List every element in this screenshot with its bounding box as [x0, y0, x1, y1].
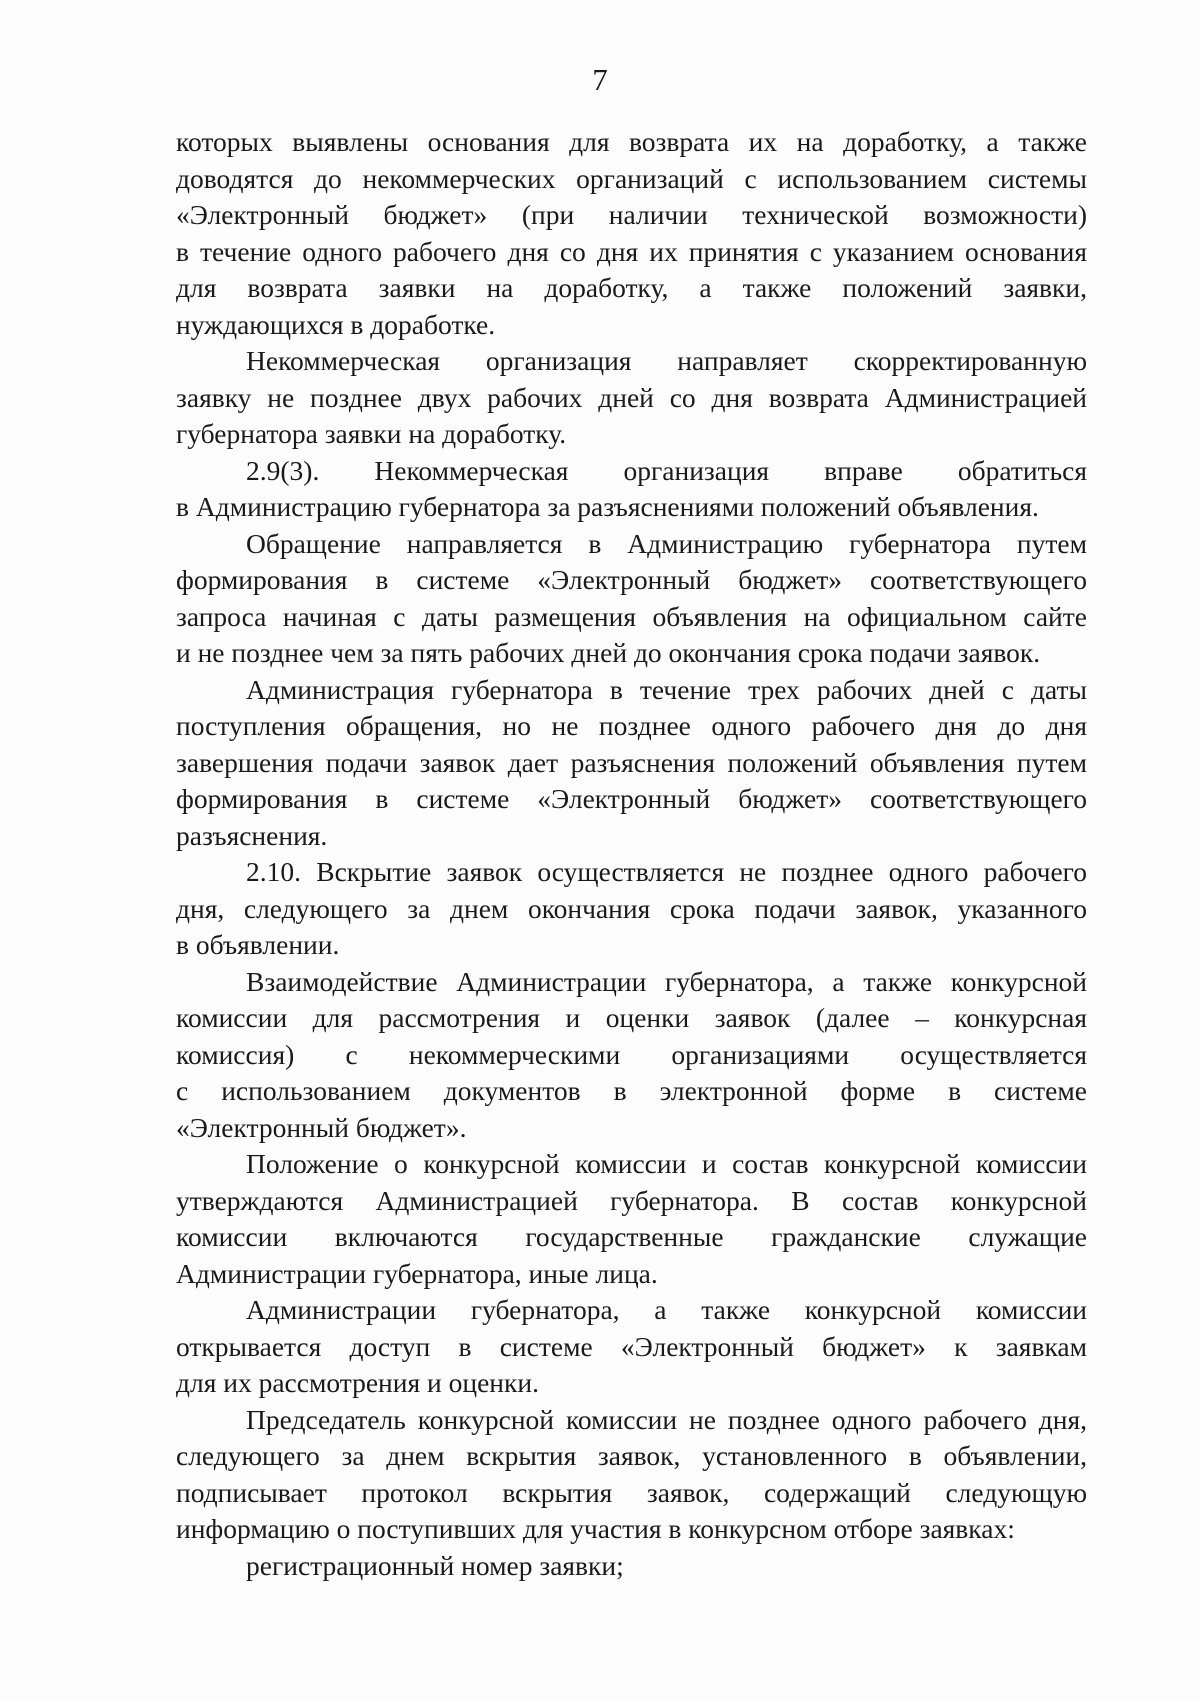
text-line: формирования в системе «Электронный бюджет» соответствующего — [176, 564, 1087, 595]
text-line: комиссии включаются государственные гражданские служащие — [176, 1221, 1087, 1252]
text-line: губернатора заявки на доработку. — [176, 418, 567, 449]
text-line: Взаимодействие Администрации губернатора, а также конкурсной — [246, 965, 1087, 997]
text-line: 2.10. Вскрытие заявок осуществляется не позднее одного рабочего — [246, 856, 1087, 887]
text-line: завершения подачи заявок дает разъяснения положений объявления путем — [176, 746, 1087, 778]
text-line: 2.9(3). Некоммерческая организация вправе обратиться — [246, 454, 1087, 486]
paragraph — [176, 343, 1087, 453]
text-line: Председатель конкурсной комиссии не позднее одного рабочего дня, — [246, 1403, 1087, 1435]
paragraph — [176, 1146, 1087, 1292]
paragraph — [176, 964, 1087, 1147]
text-line: Администрации губернатора, иные лица. — [176, 1257, 658, 1289]
text-line: формирования в системе «Электронный бюджет» соответствующего — [176, 783, 1087, 814]
text-line: нуждающихся в доработке. — [176, 308, 496, 340]
text-line: следующего за днем вскрытия заявок, установленного в объявлении, — [176, 1440, 1087, 1471]
text-line: доводятся до некоммерческих организаций с использованием системы — [176, 162, 1087, 194]
text-line: «Электронный бюджет». — [176, 1111, 467, 1143]
text-line: запроса начиная с даты размещения объявления на официальном сайте — [176, 600, 1087, 632]
text-line: в Администрацию губернатора за разъяснениями положений объявления. — [176, 491, 1039, 522]
text-line: разъяснения. — [176, 819, 328, 851]
document-body — [176, 124, 1087, 1584]
paragraph — [176, 1292, 1087, 1402]
text-line: комиссии для рассмотрения и оценки заявок (далее – конкурсная — [176, 1002, 1087, 1033]
text-line: Положение о конкурсной комиссии и состав конкурсной комиссии — [246, 1148, 1087, 1179]
text-line: с использованием документов в электронной форме в системе — [176, 1075, 1087, 1106]
text-line: дня, следующего за днем окончания срока подачи заявок, указанного — [176, 892, 1087, 924]
text-line: в объявлении. — [176, 929, 340, 960]
paragraph — [176, 672, 1087, 855]
paragraph — [176, 1402, 1087, 1548]
page-number: 7 — [592, 62, 608, 97]
paragraph — [176, 453, 1087, 526]
text-line: для их рассмотрения и оценки. — [176, 1367, 539, 1398]
text-line: и не позднее чем за пять рабочих дней до окончания срока подачи заявок. — [176, 637, 1041, 668]
text-line: в течение одного рабочего дня со дня их принятия с указанием основания — [176, 235, 1087, 267]
paragraph — [176, 526, 1087, 672]
paragraph — [176, 854, 1087, 964]
text-line: информацию о поступивших для участия в конкурсном отборе заявках: — [176, 1513, 1015, 1544]
text-line: Обращение направляется в Администрацию губернатора путем — [246, 527, 1087, 559]
paragraph — [176, 124, 1087, 343]
text-line: открывается доступ в системе «Электронный бюджет» к заявкам — [176, 1330, 1087, 1362]
text-line: утверждаются Администрацией губернатора. В состав конкурсной — [176, 1184, 1087, 1216]
paragraph — [176, 1548, 1087, 1585]
text-line: заявку не позднее двух рабочих дней со дня возврата Администрацией — [176, 381, 1087, 413]
text-line: Администрация губернатора в течение трех рабочих дней с даты — [246, 673, 1087, 705]
text-line: Администрации губернатора, а также конкурсной комиссии — [246, 1294, 1087, 1325]
text-line: Некоммерческая организация направляет скорректированную — [246, 345, 1087, 376]
text-line: подписывает протокол вскрытия заявок, содержащий следующую — [176, 1476, 1087, 1508]
text-line: регистрационный номер заявки; — [246, 1549, 624, 1581]
text-line: которых выявлены основания для возврата их на доработку, а также — [176, 126, 1087, 157]
text-line: комиссия) с некоммерческими организациями осуществляется — [176, 1038, 1087, 1070]
text-line: «Электронный бюджет» (при наличии технической возможности) — [176, 199, 1087, 230]
text-line: поступления обращения, но не позднее одного рабочего дня до дня — [176, 710, 1087, 741]
text-line: для возврата заявки на доработку, а также положений заявки, — [176, 272, 1087, 303]
